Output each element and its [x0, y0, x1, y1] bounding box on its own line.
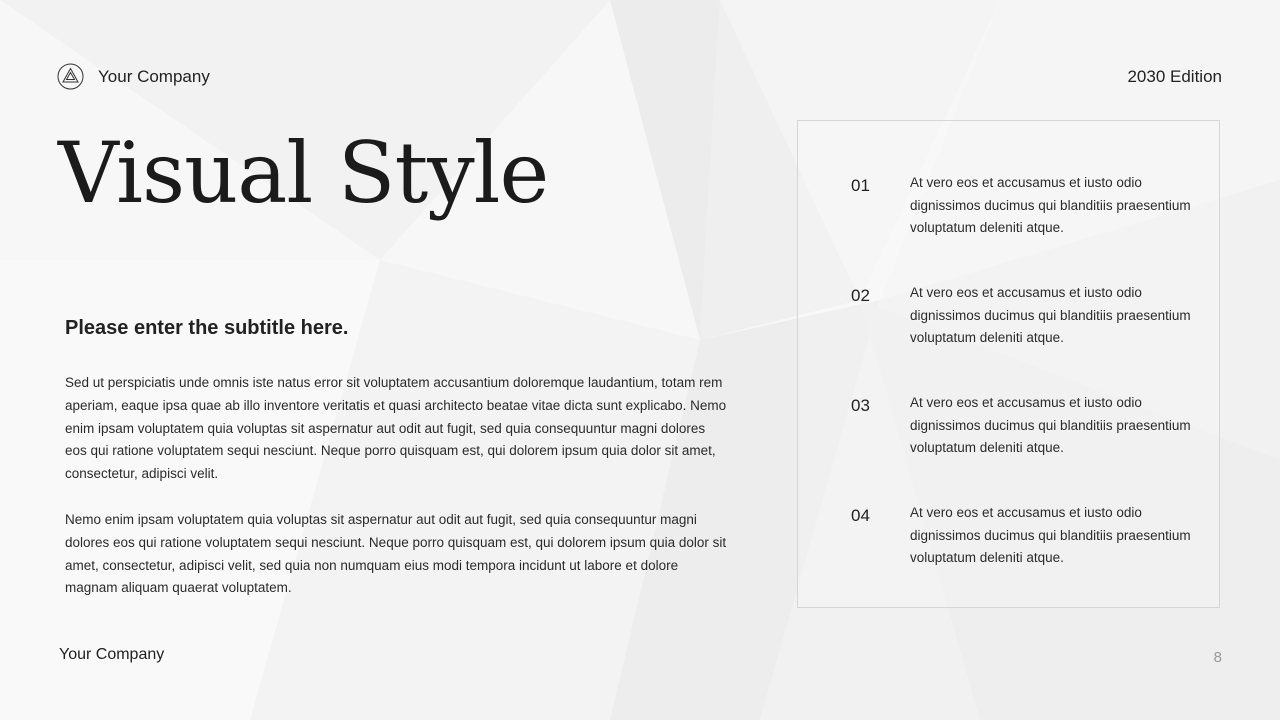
- footer-brand-name: Your Company: [59, 646, 165, 663]
- list-item-number: 03: [851, 396, 870, 415]
- list-item-number: 02: [851, 286, 870, 305]
- page-subtitle: Please enter the subtitle here.: [65, 317, 349, 339]
- body-paragraph: Nemo enim ipsam voluptatem quia voluptas sit aspernatur aut odit aut fugit, sed quia consequuntur magni dolores eos qui ratione voluptatem sequi nesciunt. Neque porro quisquam est, qui dolorem ipsum quia dolor sit amet, consectetur, adipisci velit, sed quia non numquam eius modi tempora incidunt ut labore et dolore magnam aliquam quaerat voluptatem.: [65, 511, 727, 596]
- list-item-number: 01: [851, 176, 870, 195]
- list-item-text: At vero eos et accusamus et iusto odio dignissimos ducimus qui blanditiis praesentium voluptatum deleniti atque.: [910, 505, 1191, 566]
- list-item-text: At vero eos et accusamus et iusto odio dignissimos ducimus qui blanditiis praesentium voluptatum deleniti atque.: [910, 285, 1191, 346]
- list-item-number: 04: [851, 506, 870, 525]
- header-brand-name: Your Company: [98, 67, 210, 86]
- list-item-text: At vero eos et accusamus et iusto odio dignissimos ducimus qui blanditiis praesentium voluptatum deleniti atque.: [910, 395, 1191, 456]
- list-item-text: At vero eos et accusamus et iusto odio dignissimos ducimus qui blanditiis praesentium voluptatum deleniti atque.: [910, 175, 1191, 236]
- numbered-list-panel: [797, 120, 1220, 608]
- body-paragraph: Sed ut perspiciatis unde omnis iste natus error sit voluptatem accusantium doloremque laudantium, totam rem aperiam, eaque ipsa quae ab illo inventore veritatis et quasi architecto beatae vitae dicta sunt explicabo. Nemo enim ipsam voluptatem quia voluptas sit aspernatur aut odit aut fugit, sed quia consequuntur magni dolores eos qui ratione voluptatem sequi nesciunt. Neque porro quisquam est, qui dolorem ipsum quia dolor sit amet, consectetur, adipisci velit.: [65, 375, 727, 482]
- body-text: [65, 372, 730, 623]
- triangle-circle-logo-icon: [57, 63, 84, 90]
- page-title: Visual Style: [58, 124, 549, 222]
- edition-label: 2030 Edition: [1127, 67, 1222, 86]
- page-number: 8: [1213, 649, 1222, 666]
